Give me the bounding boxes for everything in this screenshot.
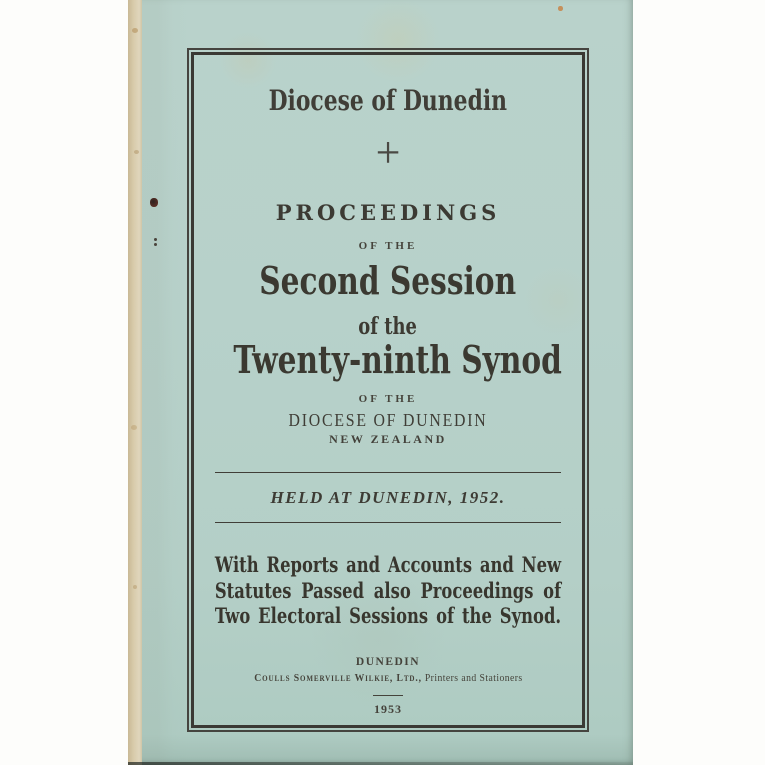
summary-paragraph [215, 552, 561, 629]
book-cover [128, 0, 633, 765]
page-edge-strip [128, 0, 142, 765]
subtitle-of-the-3: OF THE [358, 393, 418, 405]
imprint-divider [373, 695, 403, 696]
cross-icon: + [375, 128, 401, 177]
summary-line: Statutes Passed also Proceedings of [214, 577, 562, 603]
imprint-year: 1953 [374, 702, 402, 716]
held-at-line: HELD AT DUNEDIN, 1952. [270, 488, 506, 507]
paper-fleck [134, 150, 139, 154]
imprint-printer-company: Coulls Somerville Wilkie, Ltd., [253, 672, 422, 684]
subtitle-of-the-1: OF THE [358, 240, 418, 252]
header-title-text: Diocese of Dunedin [268, 84, 508, 117]
divider-rule-bottom [215, 522, 561, 523]
ink-speck [150, 198, 158, 207]
session-heading-text: Second Session [259, 258, 517, 303]
header-title [187, 84, 589, 118]
pen-mark [154, 238, 157, 241]
imprint-printer [187, 671, 589, 685]
paper-fleck [132, 28, 138, 33]
proceedings-heading: PROCEEDINGS [275, 200, 501, 225]
summary-line: Two Electoral Sessions of the Synod. [214, 603, 562, 628]
imprint-printer-role: Printers and Stationers [421, 672, 523, 684]
session-heading [187, 258, 589, 304]
synod-heading-text: Twenty-ninth Synod [233, 337, 562, 382]
divider-rule-top [215, 472, 561, 473]
summary-line: With Reports and Accounts and New [214, 552, 562, 577]
imprint-city: DUNEDIN [355, 656, 421, 668]
stain-dot [558, 6, 563, 11]
diocese-name: DIOCESE OF DUNEDIN [288, 410, 488, 430]
country-name: NEW ZEALAND [329, 432, 447, 446]
synod-heading [187, 337, 589, 383]
paper-fleck [133, 585, 137, 589]
paper-fleck [131, 425, 137, 430]
subtitle-of-the-2: of the [358, 313, 418, 340]
